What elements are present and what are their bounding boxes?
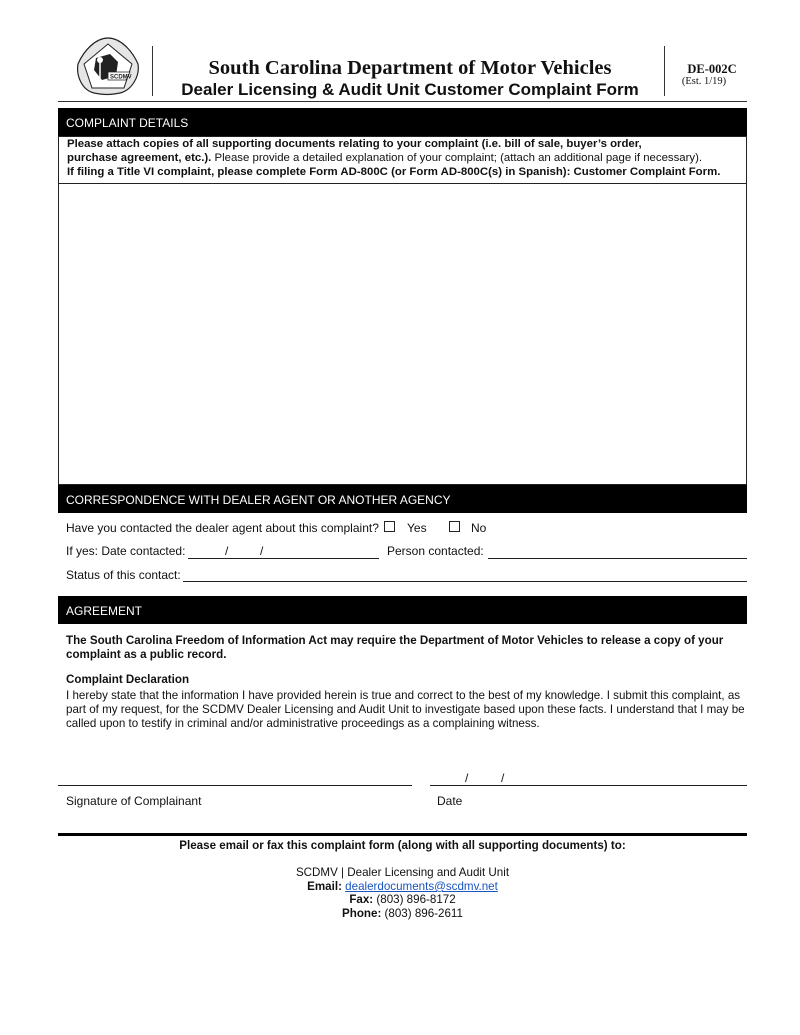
date-sep-2: / (260, 544, 264, 558)
section-agreement: AGREEMENT (58, 596, 747, 624)
complaint-details-input[interactable] (60, 185, 749, 487)
sig-date-sep-2: / (501, 771, 505, 785)
fax-label: Fax: (349, 893, 374, 906)
date-contacted-label: If yes: Date contacted: (66, 544, 186, 558)
header-divider-left (152, 46, 153, 96)
declaration-heading: Complaint Declaration (66, 673, 190, 686)
signature-date-field[interactable] (430, 785, 747, 786)
contacted-yes-label: Yes (407, 521, 427, 535)
instr-line-3: If filing a Title VI complaint, please complete Form AD-800C (or Form AD-800C(s) in Spanish): Customer Complaint Form. (67, 166, 721, 178)
instr-line-2-bold: purchase agreement, etc.). (67, 152, 212, 164)
footer-email-line (58, 880, 747, 893)
foia-notice: The South Carolina Freedom of Information Act may require the Department of Motor Vehicles to release a copy of your complaint as a public record. (66, 634, 724, 661)
footer-phone-line (58, 907, 747, 920)
fax-number: (803) 896-8172 (376, 893, 456, 906)
submission-instruction: Please email or fax this complaint form (along with all supporting documents) to: (179, 839, 626, 852)
contacted-yes-checkbox[interactable] (384, 521, 395, 532)
phone-number: (803) 896-2611 (384, 907, 463, 920)
svg-text:SCDMV: SCDMV (110, 74, 132, 81)
signature-field[interactable] (58, 785, 412, 786)
header-rule (58, 101, 747, 102)
status-contact-field[interactable] (183, 581, 747, 582)
signature-label: Signature of Complainant (66, 794, 202, 808)
contacted-no-checkbox[interactable] (449, 521, 460, 532)
header-divider-right (664, 46, 665, 96)
section-correspondence: CORRESPONDENCE WITH DEALER AGENT OR ANOTHER AGENCY (58, 485, 747, 513)
contacted-question: Have you contacted the dealer agent about this complaint? (66, 521, 379, 535)
contacted-no-label: No (471, 521, 487, 535)
form-title: Dealer Licensing & Audit Unit Customer Complaint Form (181, 80, 639, 99)
form-established-date: (Est. 1/19) (681, 76, 727, 87)
footer-rule (58, 833, 747, 836)
section-complaint-details: COMPLAINT DETAILS (58, 108, 747, 136)
date-contacted-field[interactable] (188, 558, 379, 559)
signature-date-label: Date (437, 794, 463, 808)
footer-fax-line (58, 893, 747, 906)
email-label: Email: (307, 880, 342, 893)
phone-label: Phone: (342, 907, 382, 920)
instr-line-1: Please attach copies of all supporting documents relating to your complaint (i.e. bill of sale, buyer’s order, (67, 138, 642, 150)
person-contacted-field[interactable] (488, 558, 747, 559)
form-number: DE-002C (687, 62, 737, 76)
scdmv-logo (74, 36, 142, 96)
complaint-instructions (67, 137, 743, 179)
complaint-box-divider (58, 183, 747, 184)
instr-line-2: Please provide a detailed explanation of your complaint; (attach an additional page if necessary). (211, 152, 703, 164)
agency-title: South Carolina Department of Motor Vehicles (208, 57, 612, 79)
person-contacted-label: Person contacted: (387, 544, 484, 558)
date-sep-1: / (225, 544, 229, 558)
declaration-text: I hereby state that the information I have provided herein is true and correct to the best of my knowledge. I submit this complaint, as part of my request, for the SCDMV Dealer Licensing and Audit Unit to investigate based upon these facts. I understand that I may be called upon to testify in criminal and/or administrative proceedings as a complaining witness. (66, 689, 745, 730)
status-contact-label: Status of this contact: (66, 568, 181, 582)
footer-org: SCDMV | Dealer Licensing and Audit Unit (295, 866, 510, 879)
email-link[interactable]: dealerdocuments@scdmv.net (345, 880, 498, 893)
sig-date-sep-1: / (465, 771, 469, 785)
